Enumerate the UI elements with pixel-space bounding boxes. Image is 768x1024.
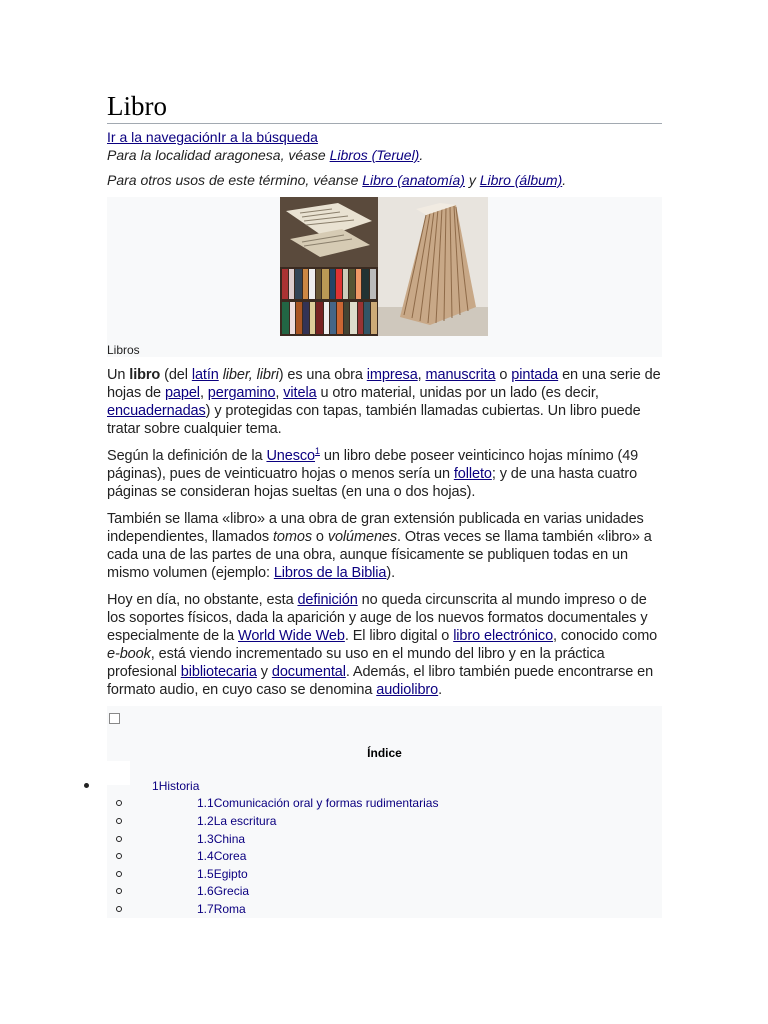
unesco-link[interactable]: Unesco: [266, 448, 316, 464]
circle-bullet-icon: [116, 888, 122, 894]
page-title: Libro: [107, 90, 662, 124]
toc-item-grecia[interactable]: 1.6Grecia: [107, 884, 662, 901]
libros-biblia-link[interactable]: Libros de la Biblia: [273, 565, 387, 581]
papel-link[interactable]: papel: [164, 385, 200, 401]
books-photo-graphic: [280, 197, 488, 336]
intro-paragraph-3: También se llama «libro» a una obra de gran extensión publicada en varias unidades independientes, llamados tomos o volúmenes. Otras veces se llama también «libro» a cada una de las partes de una obra, aunque físicamente se publiquen todas en un mismo volumen (ejemplo: Libros de la Biblia).: [107, 511, 652, 581]
toc-item-egipto[interactable]: 1.5Egipto: [107, 867, 662, 884]
documental-link[interactable]: documental: [271, 664, 346, 680]
intro-paragraph-2: Según la definición de la Unesco$^1$ un libro debe poseer veinticinco hojas mínimo (49 páginas), pues de veinticuatro hojas o menos sería un folleto; y de una hasta cuatro páginas se consideran hojas sueltas (en una o dos hojas).: [107, 446, 639, 500]
world-wide-web-link[interactable]: World Wide Web: [238, 628, 345, 644]
toc-item-historia[interactable]: 1Historia: [107, 779, 662, 796]
manuscrita-link[interactable]: manuscrita: [425, 367, 496, 383]
libro-anatomia-link[interactable]: Libro (anatomía): [362, 172, 465, 188]
pergamino-link[interactable]: pergamino: [207, 385, 276, 401]
libro-album-link[interactable]: Libro (álbum): [479, 172, 563, 188]
jump-to-navigation-link[interactable]: Ir a la navegación: [107, 129, 218, 145]
vitela-link[interactable]: vitela: [283, 385, 317, 401]
bibliotecaria-link[interactable]: bibliotecaria: [180, 664, 257, 680]
toc-item-comunicacion-oral[interactable]: 1.1Comunicación oral y formas rudimentarias: [107, 796, 662, 813]
intro-paragraph-4: Hoy en día, no obstante, esta definición no queda circunscrita al mundo impreso o de los soportes físicos, dada la aparición y auge de los nuevos formatos documentales y especialmente de la World Wide Web. El libro digital o libro electrónico, conocido como e-book, está viendo incrementado su uso en el mundo del libro y en la práctica profesional bibliotecaria y documental. Además, el libro también puede encontrarse en formato audio, en cuyo caso se denomina audiolibro.: [107, 592, 658, 698]
toc-item-roma[interactable]: 1.7Roma: [107, 902, 662, 919]
folleto-link[interactable]: folleto: [453, 466, 492, 482]
definicion-link[interactable]: definición: [297, 592, 358, 608]
latin-link[interactable]: latín: [191, 367, 219, 383]
article: [107, 90, 662, 918]
libros-teruel-link[interactable]: Libros (Teruel): [329, 147, 420, 163]
books-photo[interactable]: [280, 197, 488, 336]
jump-to-search-link[interactable]: Ir a la búsqueda: [217, 129, 318, 145]
thumbnail-caption: Libros: [107, 343, 140, 357]
hatnote-teruel: Para la localidad aragonesa, véase Libros (Teruel).: [107, 147, 424, 163]
thumbnail-figure: [107, 197, 662, 357]
circle-bullet-icon: [116, 853, 122, 859]
circle-bullet-icon: [116, 818, 122, 824]
intro-paragraph-1: Un libro (del latín liber, libri) es una obra impresa, manuscrita o pintada en una serie de hojas de papel, pergamino, vitela u otro material, unidas por un lado (es decir, encuadernadas) y protegidas con tapas, también llamadas cubiertas. Un libro puede tratar sobre cualquier tema.: [107, 367, 661, 437]
circle-bullet-icon: [116, 800, 122, 806]
circle-bullet-icon: [116, 871, 122, 877]
toc-toggle-checkbox[interactable]: [109, 713, 120, 724]
libro-electronico-link[interactable]: libro electrónico: [453, 628, 554, 644]
reference-1-link[interactable]: 1: [315, 446, 320, 457]
table-of-contents: [107, 706, 662, 918]
toc-item-china[interactable]: 1.3China: [107, 832, 662, 849]
encuadernadas-link[interactable]: encuadernadas: [107, 403, 206, 419]
bullet-icon: [84, 783, 89, 788]
toc-item-la-escritura[interactable]: 1.2La escritura: [107, 814, 662, 831]
impresa-link[interactable]: impresa: [366, 367, 418, 383]
circle-bullet-icon: [116, 906, 122, 912]
hatnote-other-uses: Para otros usos de este término, véanse Libro (anatomía) y Libro (álbum).: [107, 172, 567, 188]
toc-title: Índice: [367, 746, 402, 760]
circle-bullet-icon: [116, 836, 122, 842]
pintada-link[interactable]: pintada: [511, 367, 559, 383]
audiolibro-link[interactable]: audiolibro: [376, 682, 439, 698]
jump-links: [107, 128, 662, 146]
toc-item-corea[interactable]: 1.4Corea: [107, 849, 662, 866]
